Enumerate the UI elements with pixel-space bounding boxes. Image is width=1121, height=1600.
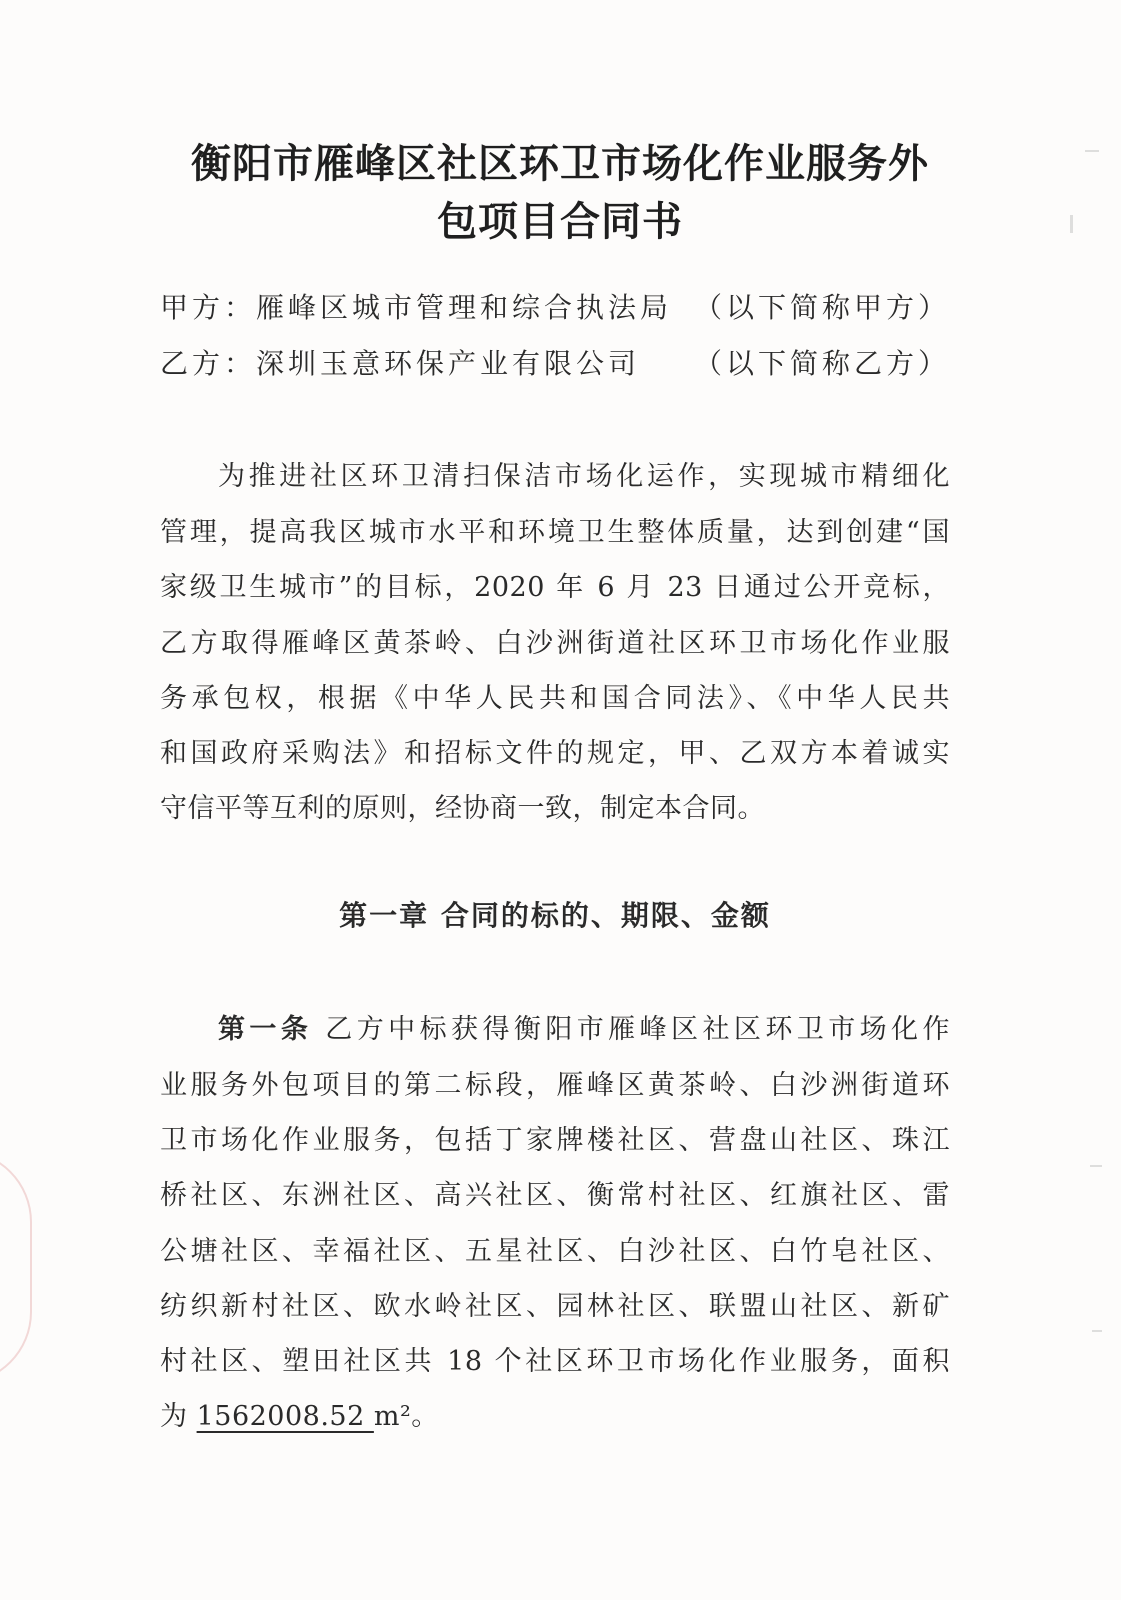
preamble-line: 和国政府采购法》和招标文件的规定，甲、乙双方本着诚实 <box>160 738 950 769</box>
document-title-line-1: 衡阳市雁峰区社区环卫市场化作业服务外 <box>191 140 929 187</box>
article-1-line: 纺织新村社区、欧水岭社区、园林社区、联盟山社区、新矿 <box>160 1291 950 1322</box>
party-a-name: 甲方：雁峰区城市管理和综合执法局 <box>160 291 673 324</box>
preamble-line: 务承包权，根据《中华人民共和国合同法》、《中华人民共 <box>160 683 950 714</box>
scan-mark <box>1070 215 1073 233</box>
area-value: 1562008.52 <box>196 1401 374 1432</box>
document-title-line-2: 包项目合同书 <box>437 198 683 245</box>
article-1-line: 村社区、塑田社区共 18 个社区环卫市场化作业服务，面积 <box>160 1346 950 1377</box>
scan-mark <box>1085 150 1099 152</box>
seal-edge <box>0 1150 32 1384</box>
chapter-heading: 第一章 合同的标的、期限、金额 <box>339 899 771 932</box>
scan-mark <box>1092 1330 1102 1332</box>
article-1-text: 乙方中标获得衡阳市雁峰区社区环卫市场化作 <box>312 1014 950 1045</box>
article-1-first-line <box>218 1007 950 1046</box>
preamble-line: 管理，提高我区城市水平和环境卫生整体质量，达到创建“国 <box>160 517 950 548</box>
party-b <box>160 342 950 382</box>
article-1-line: 桥社区、东洲社区、高兴社区、衡常村社区、红旗社区、雷 <box>160 1180 950 1211</box>
preamble-line: 守信平等互利的原则，经协商一致，制定本合同。 <box>160 793 765 824</box>
article-1-label: 第一条 <box>218 1014 313 1045</box>
party-a <box>160 286 950 326</box>
party-a-abbreviation: （以下简称甲方） <box>693 291 950 324</box>
preamble-line: 家级卫生城市”的目标，2020 年 6 月 23 日通过公开竞标， <box>160 572 950 603</box>
preamble-line: 为推进社区环卫清扫保洁市场化运作，实现城市精细化 <box>218 461 950 492</box>
article-1-line: 卫市场化作业服务，包括丁家牌楼社区、营盘山社区、珠江 <box>160 1125 950 1156</box>
scan-mark <box>1090 1165 1102 1167</box>
party-b-abbreviation: （以下简称乙方） <box>693 347 950 380</box>
area-unit: m²。 <box>373 1401 439 1432</box>
party-b-name: 乙方：深圳玉意环保产业有限公司 <box>160 347 641 380</box>
article-1-area-line <box>160 1394 950 1433</box>
preamble-line: 乙方取得雁峰区黄茶岭、白沙洲街道社区环卫市场化作业服 <box>160 628 950 659</box>
article-1-line: 业服务外包项目的第二标段，雁峰区黄茶岭、白沙洲街道环 <box>160 1070 950 1101</box>
article-1-line: 公塘社区、幸福社区、五星社区、白沙社区、白竹皂社区、 <box>160 1236 950 1267</box>
area-prefix: 为 <box>160 1401 188 1432</box>
